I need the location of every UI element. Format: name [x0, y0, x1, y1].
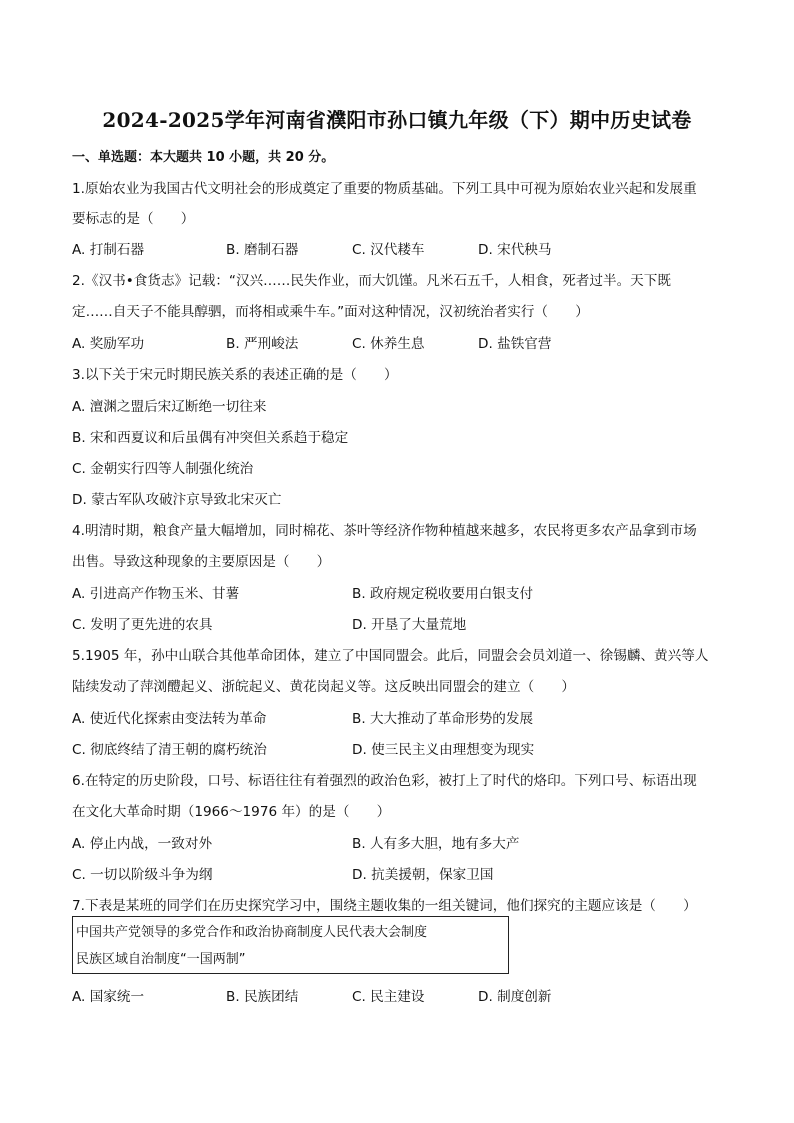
question-1-option-c: C. 汉代耧车 — [352, 242, 425, 258]
question-4-option-c: C. 发明了更先进的农具 — [72, 617, 213, 633]
question-2-option-a: A. 奖励军功 — [72, 336, 145, 352]
question-2-text: 2.《汉书•食货志》记载：“汉兴……民失作业，而大饥馑。凡米石五千，人相食，死者过半。天下既 — [72, 273, 671, 289]
keyword-table-row: 民族区域自治制度“一国两制” — [76, 952, 246, 967]
question-1-option-a: A. 打制石器 — [72, 242, 145, 258]
question-1-text: 1.原始农业为我国古代文明社会的形成奠定了重要的物质基础。下列工具中可视为原始农业兴起和发展重 — [72, 181, 697, 197]
section-heading: 一、单选题：本大题共 10 小题，共 20 分。 — [72, 150, 335, 165]
question-4-text-cont: 出售。导致这种现象的主要原因是（ ） — [72, 554, 331, 570]
question-2-text-cont: 定……自天子不能具醇驷，而将相或乘牛车。”面对这种情况，汉初统治者实行（ ） — [72, 304, 589, 320]
question-6-option-b: B. 人有多大胆，地有多大产 — [352, 836, 520, 852]
question-7-option-c: C. 民主建设 — [352, 989, 425, 1005]
question-3-option-d: D. 蒙古军队攻破汴京导致北宋灭亡 — [72, 492, 282, 508]
question-3-option-b: B. 宋和西夏议和后虽偶有冲突但关系趋于稳定 — [72, 430, 349, 446]
keyword-table — [72, 916, 509, 974]
question-4-option-b: B. 政府规定税收要用白银支付 — [352, 586, 534, 602]
question-6-option-c: C. 一切以阶级斗争为纲 — [72, 867, 213, 883]
question-2-option-d: D. 盐铁官营 — [478, 336, 552, 352]
question-7-option-a: A. 国家统一 — [72, 989, 145, 1005]
question-7-text: 7.下表是某班的同学们在历史探究学习中，围绕主题收集的一组关键词，他们探究的主题应该是（ ） — [72, 898, 697, 914]
question-3-text: 3.以下关于宋元时期民族关系的表述正确的是（ ） — [72, 367, 398, 383]
question-5-option-a: A. 使近代化探索由变法转为革命 — [72, 711, 267, 727]
question-1-option-b: B. 磨制石器 — [226, 242, 299, 258]
question-1-option-d: D. 宋代秧马 — [478, 242, 552, 258]
question-5-text-cont: 陆续发动了萍浏醴起义、浙皖起义、黄花岗起义等。这反映出同盟会的建立（ ） — [72, 679, 575, 695]
question-5-text: 5.1905 年，孙中山联合其他革命团体，建立了中国同盟会。此后，同盟会会员刘道一、徐锡麟、黄兴等人 — [72, 648, 709, 664]
question-7-option-b: B. 民族团结 — [226, 989, 299, 1005]
question-5-option-c: C. 彻底终结了清王朝的腐朽统治 — [72, 742, 267, 758]
question-4-option-d: D. 开垦了大量荒地 — [352, 617, 467, 633]
question-3-option-a: A. 澶渊之盟后宋辽断绝一切往来 — [72, 399, 267, 415]
keyword-table-row: 中国共产党领导的多党合作和政治协商制度人民代表大会制度 — [76, 925, 428, 940]
question-4-option-a: A. 引进高产作物玉米、甘薯 — [72, 586, 240, 602]
question-5-option-b: B. 大大推动了革命形势的发展 — [352, 711, 534, 727]
question-5-option-d: D. 使三民主义由理想变为现实 — [352, 742, 535, 758]
question-6-option-a: A. 停止内战，一致对外 — [72, 836, 213, 852]
question-6-option-d: D. 抗美援朝，保家卫国 — [352, 867, 494, 883]
question-7-option-d: D. 制度创新 — [478, 989, 552, 1005]
question-2-option-c: C. 休养生息 — [352, 336, 425, 352]
question-6-text: 6.在特定的历史阶段，口号、标语往往有着强烈的政治色彩，被打上了时代的烙印。下列口号、标语出现 — [72, 773, 697, 789]
question-3-option-c: C. 金朝实行四等人制强化统治 — [72, 461, 254, 477]
question-2-option-b: B. 严刑峻法 — [226, 336, 299, 352]
question-6-text-cont: 在文化大革命时期（1966～1976 年）的是（ ） — [72, 804, 391, 820]
exam-title: 2024-2025学年河南省濮阳市孙口镇九年级（下）期中历史试卷 — [102, 108, 692, 132]
question-4-text: 4.明清时期，粮食产量大幅增加，同时棉花、茶叶等经济作物种植越来越多，农民将更多农产品拿到市场 — [72, 523, 697, 539]
question-1-text-cont: 要标志的是（ ） — [72, 211, 195, 227]
